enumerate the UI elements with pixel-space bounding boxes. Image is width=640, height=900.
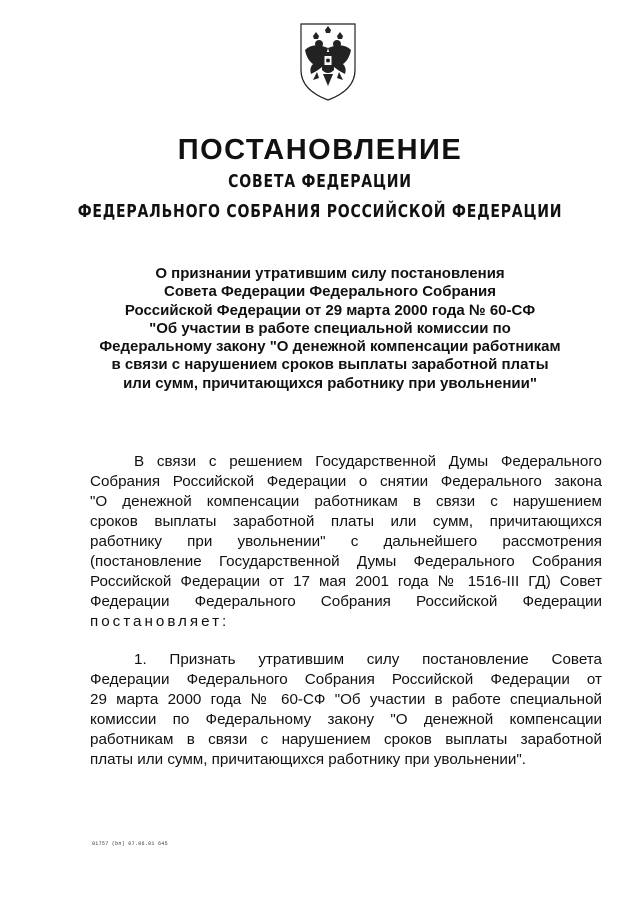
- heading-line: "Об участии в работе специальной комиссии по: [149, 319, 511, 337]
- paragraph-line: сроков выплаты заработной платы или сумм, причитающихся: [90, 513, 602, 530]
- paragraph-line: Собрания Российской Федерации о снятии Федерального закона: [90, 473, 602, 490]
- heading-line: Российской Федерации от 29 марта 2000 года № 60-СФ: [124, 301, 536, 319]
- paragraph-line: Федерации Федерального Собрания Российской Федерации от: [90, 671, 602, 688]
- heading-line: или сумм, причитающихся работнику при увольнении": [123, 374, 537, 392]
- heading-line: Федеральному закону "О денежной компенсации работникам: [99, 338, 561, 356]
- paragraph-line: (постановление Государственной Думы Федерального Собрания: [90, 553, 602, 570]
- paragraph-line: работнику при увольнении" с дальнейшего рассмотрения: [90, 533, 602, 550]
- paragraph-line: Российской Федерации от 17 мая 2001 года № 1516-III ГД) Совет: [90, 573, 602, 590]
- paragraph-line: платы или сумм, причитающихся работнику при увольнении".: [90, 751, 527, 768]
- issuer-line-2: ФЕДЕРАЛЬНОГО СОБРАНИЯ РОССИЙСКОЙ ФЕДЕРАЦИИ: [77, 201, 563, 222]
- paragraph-line: комиссии по Федеральному закону "О денежной компенсации: [90, 711, 602, 728]
- resolution-heading: [60, 265, 600, 393]
- paragraph-line: постановляет:: [90, 613, 230, 630]
- paragraph-line: "О денежной компенсации работникам в связи с нарушением: [90, 493, 602, 510]
- paragraph-line: 29 марта 2000 года № 60-СФ "Об участии в работе специальной: [90, 691, 602, 708]
- paragraph-line: Федерации Федерального Собрания Российской Федерации: [90, 593, 602, 610]
- heading-line: в связи с нарушением сроков выплаты заработной платы: [111, 356, 549, 374]
- issuer-line-1: СОВЕТА ФЕДЕРАЦИИ: [228, 171, 412, 192]
- heading-line: О признании утратившим силу постановления: [155, 265, 505, 282]
- heading-line: Совета Федерации Федерального Собрания: [163, 283, 497, 301]
- coat-of-arms-emblem-icon: [295, 20, 361, 104]
- clause-1-paragraph: [90, 650, 602, 770]
- paragraph-line: 1. Признать утратившим силу постановление Совета: [134, 651, 602, 668]
- preamble-paragraph: [90, 452, 602, 632]
- paragraph-line: работникам в связи с нарушением сроков выплаты заработной: [90, 731, 602, 748]
- document-title: ПОСТАНОВЛЕНИЕ: [177, 134, 463, 166]
- paragraph-line: В связи с решением Государственной Думы Федерального: [134, 453, 602, 470]
- footer-registration-code: 01757 (bп) 07.06.01 645: [92, 841, 168, 847]
